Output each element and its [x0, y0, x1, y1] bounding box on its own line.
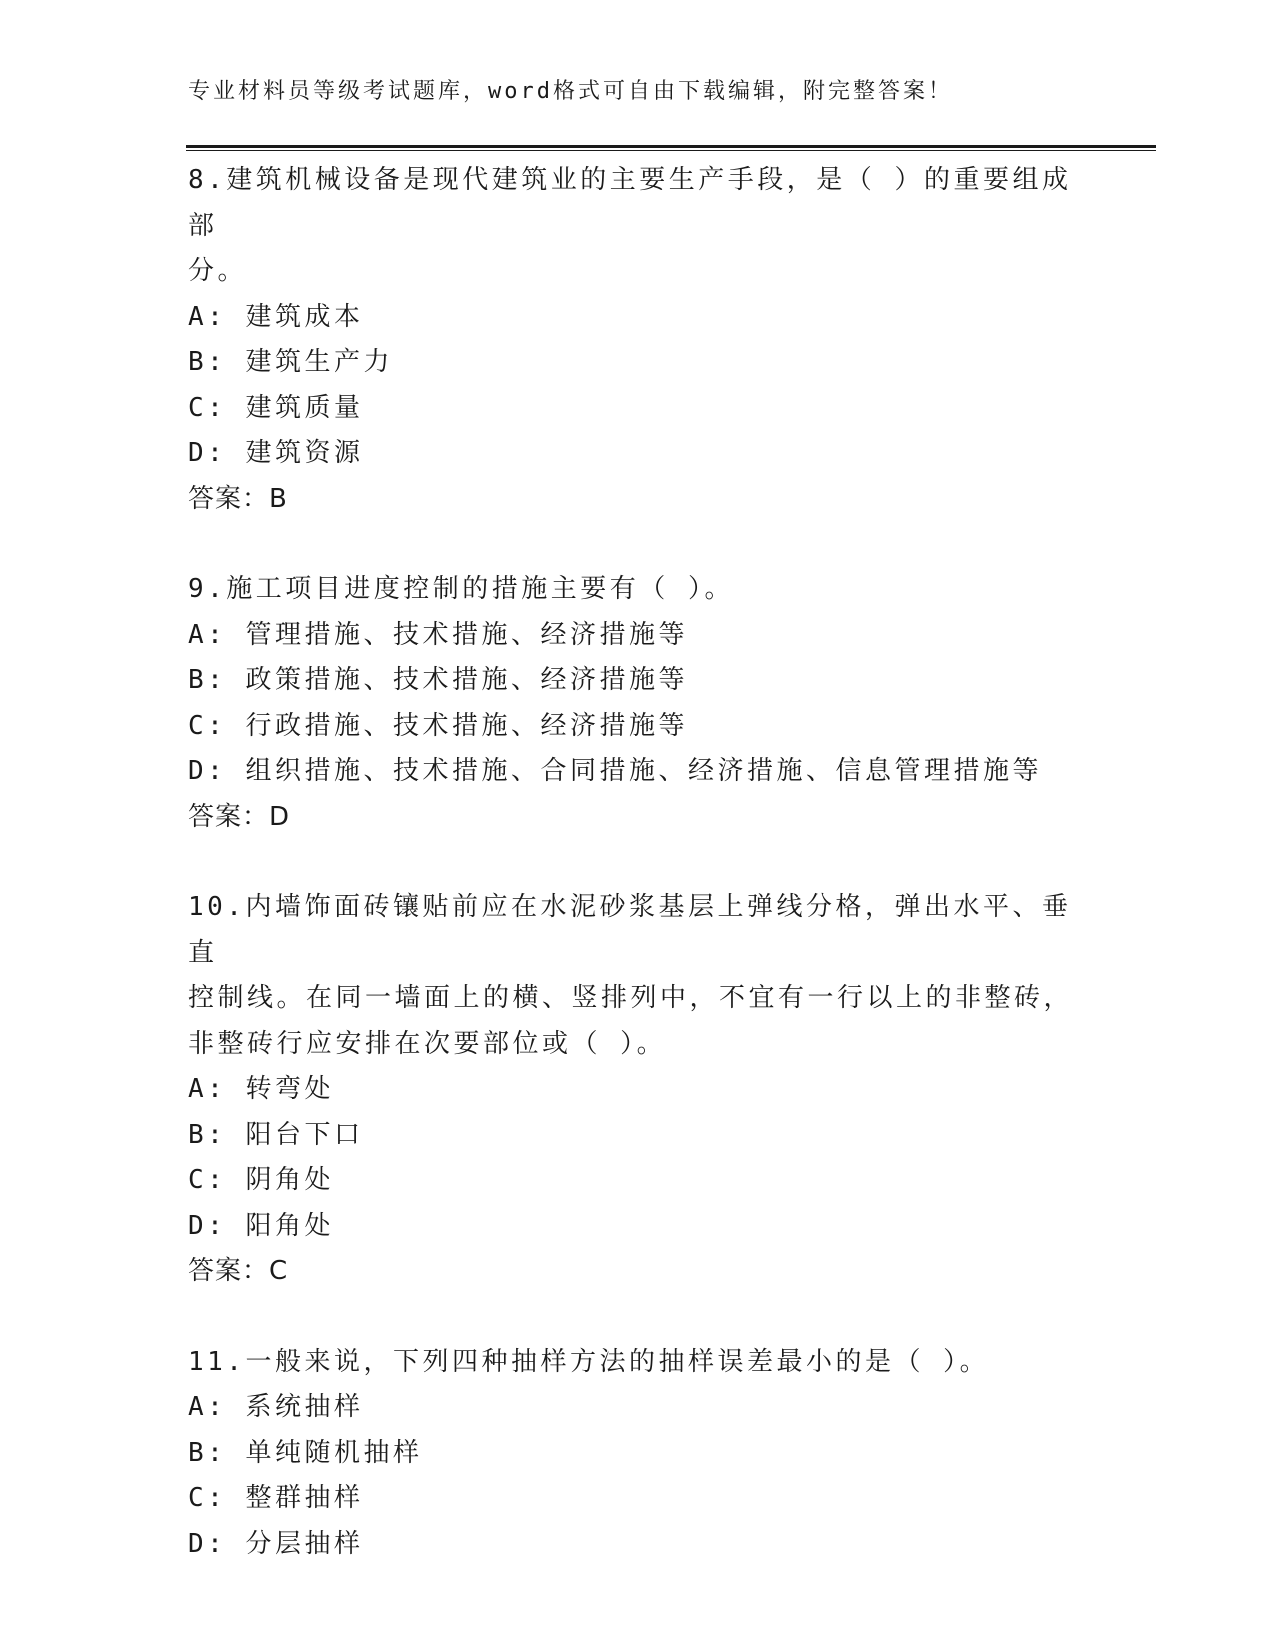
option-c: C: 整群抽样	[188, 1483, 364, 1513]
option-d: D: 组织措施、技术措施、合同措施、经济措施、信息管理措施等	[188, 756, 1042, 786]
option-b: B: 阳台下口	[188, 1119, 364, 1150]
option-a: A: 管理措施、技术措施、经济措施等	[188, 619, 688, 650]
option-d: D: 分层抽样	[188, 1528, 364, 1559]
question-stem: 11.一般来说，下列四种抽样方法的抽样误差最小的是（ ）。	[188, 1346, 990, 1377]
option-d: D: 阳角处	[188, 1210, 334, 1241]
question-8	[188, 158, 1088, 522]
question-10	[188, 885, 1088, 1295]
option-b: B: 建筑生产力	[188, 347, 393, 377]
option-d: D: 建筑资源	[188, 438, 364, 468]
answer-line: 答案：B	[188, 483, 288, 514]
option-a: A: 建筑成本	[188, 301, 364, 332]
page-header: 专业材料员等级考试题库，word格式可自由下载编辑，附完整答案！	[188, 79, 953, 104]
answer-line: 答案：D	[188, 801, 291, 832]
option-b: B: 政策措施、技术措施、经济措施等	[188, 665, 688, 695]
answer-line: 答案：C	[188, 1256, 289, 1286]
question-11	[188, 1340, 1088, 1568]
question-9	[188, 567, 1088, 840]
option-a: A: 系统抽样	[188, 1392, 364, 1422]
header-rule-thin	[186, 150, 1156, 151]
question-list	[188, 158, 1088, 1567]
question-stem: 9.施工项目进度控制的措施主要有（ ）。	[188, 574, 734, 604]
option-c: C: 建筑质量	[188, 392, 364, 423]
option-b: B: 单纯随机抽样	[188, 1437, 423, 1468]
question-stem: 非整砖行应安排在次要部位或（ ）。	[188, 1028, 667, 1059]
question-stem: 10.内墙饰面砖镶贴前应在水泥砂浆基层上弹线分格，弹出水平、垂直	[188, 892, 1072, 968]
header-rule-thick	[186, 145, 1156, 148]
option-a: A: 转弯处	[188, 1074, 334, 1104]
option-c: C: 行政措施、技术措施、经济措施等	[188, 710, 688, 741]
question-stem: 8.建筑机械设备是现代建筑业的主要生产手段，是（ ）的重要组成部	[188, 165, 1072, 241]
question-stem: 控制线。在同一墙面上的横、竖排列中，不宜有一行以上的非整砖，	[188, 983, 1074, 1013]
option-c: C: 阴角处	[188, 1165, 334, 1195]
question-stem: 分。	[188, 256, 248, 286]
